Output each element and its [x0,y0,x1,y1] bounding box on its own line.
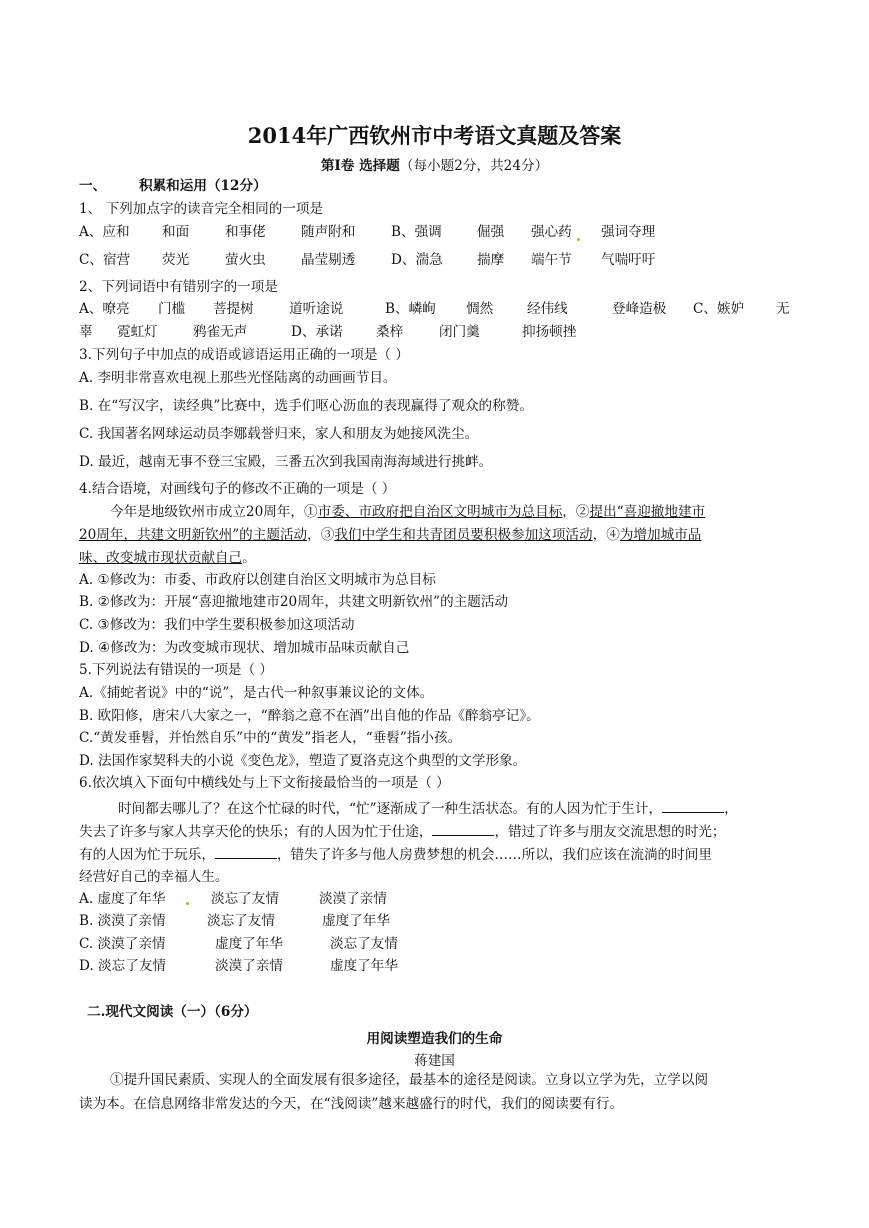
q6-stem: 6.依次填入下面句中横线处与上下文衔接最恰当的一项是（ ） [79,775,450,791]
q6-passage-line1 [118,800,738,817]
q2-word: 门槛 [158,301,186,317]
article-title: 用阅读塑造我们的生命 [366,1031,503,1047]
q2-stem: 2、下列词语中有错别字的一项是 [79,279,278,295]
q4-stem: 4.结合语境，对画线句子的修改不正确的一项是（ ） [79,481,396,497]
q2-option-d: D、承诺 [291,324,343,340]
q6-choice: 虚度了年华 [322,913,390,929]
q6-choice: 淡忘了友情 [330,936,398,952]
q2-word: 道听途说 [289,301,344,317]
q3-option-a: A. 李明非常喜欢电视上那些光怪陆离的动画画节目。 [79,370,397,386]
q3-stem: 3.下列句子中加点的成语或谚语运用正确的一项是（ ） [79,347,409,363]
q5-option-c: C.“黄发垂髫，并怡然自乐”中的“黄发”指老人，“垂髫”指小孩。 [79,730,462,746]
q6-text: 有的人因为忙于玩乐， [79,847,215,863]
section1-title: 积累和运用（12分） [139,178,267,194]
q1-word: 和面 [162,224,190,240]
q3-option-c: C. 我国著名网球运动员李娜载誉归来，家人和朋友为她接风洗尘。 [79,426,479,442]
part1-label: 第Ⅰ卷 选择题 [320,158,400,174]
q4-underlined-2: 20周年，共建文明新钦州”的主题活动 [79,527,308,543]
q6-text: ， [724,801,738,817]
q2-word: 惆然 [466,301,494,317]
q1-option-b: B、强调 [391,224,442,240]
q1-word: 强词夺理 [601,224,656,240]
q2-option-b: B、嶙峋 [385,301,436,317]
q4-underlined-4: 为增加城市品 [619,527,702,543]
q3-option-d: D. 最近，越南无事不登三宝殿，三番五次到我国南海海域进行挑衅。 [79,454,493,470]
q6-text: 失去了许多与家人共享天伦的快乐；有的人因为忙于仕途， [79,824,433,840]
q4-passage-line2 [79,527,701,543]
q6-passage-line2 [79,823,726,840]
q1-word: 和事佬 [225,224,266,240]
q2-option-a: A、嘹亮 [79,301,130,317]
q2-word: 辜 [79,324,93,340]
q6-text: ，错失了许多与他人房费梦想的机会……所以，我们应该在流淌的时间里 [276,847,712,863]
page-title: 2014年广西钦州市中考语文真题及答案 [247,123,622,148]
q3-option-b: B. 在“写汉字，读经典”比赛中，选手们呕心沥血的表现赢得了观众的称赞。 [79,398,533,414]
q5-stem: 5.下列说法有错误的一项是（ ） [79,662,274,678]
q5-option-b: B. 欧阳修，唐宋八大家之一，“醉翁之意不在酒”出自他的作品《醉翁亭记》。 [79,708,540,724]
q2-word: 菩提树 [213,301,254,317]
article-author: 蒋建国 [414,1053,455,1069]
q1-word: 倔强 [477,224,505,240]
q2-option-c: C、嫉妒 [693,301,745,317]
q1-option-d: D、湍急 [391,252,443,268]
q6-choice: 淡忘了友情 [207,913,275,929]
q6-passage-line3 [79,846,712,863]
fill-blank [215,846,277,859]
q1-option-a: A、应和 [79,224,130,240]
part1-heading [0,154,869,174]
q1-word: 气喘吁吁 [601,252,656,268]
q4-passage-line1 [110,504,705,520]
q4-option-a: A. ①修改为：市委、市政府以创建自治区文明城市为总目标 [79,572,436,588]
q2-word: 桑梓 [376,324,404,340]
part1-note: （每小题2分，共24分） [399,158,549,174]
q4-underlined-3: 我们中学生和共青团员要积极参加这项活动 [334,527,593,543]
section1-num: 一、 [79,178,107,194]
fill-blank [432,823,494,836]
q2-word: 闭门羹 [439,324,480,340]
q2-word: 霓虹灯 [117,324,158,340]
section1-heading [79,178,267,194]
q6-text: ，错过了许多与朋友交流思想的时光； [494,824,726,840]
q4-text: ，④ [592,527,620,543]
q6-choice: 淡漠了亲情 [319,891,387,907]
article-paragraph-line1: ①提升国民素质、实现人的全面发展有很多途径，最基本的途径是阅读。立身以立学为先，立学以阅 [110,1072,709,1088]
q4-text: ，③ [307,527,335,543]
q4-underlined-1: 市委、市政府把自治区文明城市为总目标 [317,504,563,520]
q1-word: 端午节 [531,252,572,268]
q4-text: ，② [562,504,590,520]
section2-heading: 二.现代文阅读（一）（6分） [87,1004,258,1020]
q1-stem: 1、 下列加点字的读音完全相同的一项是 [79,201,324,217]
q6-choice: C. 淡漠了亲情 [79,936,166,952]
q4-option-b: B. ②修改为：开展“喜迎撤地建市20周年，共建文明新钦州”的主题活动 [79,594,509,610]
q5-option-d: D. 法国作家契科夫的小说《变色龙》，塑造了夏洛克这个典型的文学形象。 [79,753,527,769]
q1-word: 揣摩 [477,252,505,268]
q1-word: 随声附和 [301,224,356,240]
q5-option-a: A.《捕蛇者说》中的“说”，是古代一种叙事兼议论的文体。 [79,685,434,701]
emphasis-dot [186,902,189,905]
q4-option-d: D. ④修改为：为改变城市现状、增加城市品味贡献自己 [79,640,410,656]
q4-underlined-4: 味、改变城市现状贡献自己 [79,550,243,566]
q6-choice: 虚度了年华 [330,958,398,974]
q2-word: 抑扬顿挫 [522,324,577,340]
q1-word: 强心药 [531,224,572,240]
fill-blank [662,800,724,813]
q1-word: 萤火虫 [225,252,266,268]
q2-word: 无 [776,301,790,317]
q1-word: 荧光 [162,252,190,268]
q1-option-c: C、宿营 [79,252,131,268]
q4-option-c: C. ③修改为：我们中学生要积极参加这项活动 [79,617,355,633]
q6-choice: D. 淡忘了友情 [79,958,167,974]
q6-text: 时间都去哪儿了？在这个忙碌的时代，“忙”逐渐成了一种生活状态。有的人因为忙于生计， [118,801,663,817]
q6-choice: B. 淡漠了亲情 [79,913,166,929]
q6-choice: 淡漠了亲情 [215,958,283,974]
q2-word: 经伟线 [527,301,568,317]
q6-passage-line4: 经营好自己的幸福人生。 [79,869,229,885]
q6-choice: 淡忘了友情 [211,891,279,907]
q2-word: 鸦雀无声 [193,324,248,340]
q4-text: 。 [242,550,256,566]
q4-underlined-2: 提出“喜迎撤地建市 [589,504,706,520]
q6-choice: 虚度了年华 [215,936,283,952]
emphasis-dot [577,238,580,241]
q2-word: 登峰造极 [612,301,667,317]
q1-word: 晶莹剔透 [301,252,356,268]
q6-choice: A. 虚度了年华 [79,891,166,907]
q4-passage-line3 [79,550,256,566]
q4-text: 今年是地级钦州市成立20周年，① [110,504,318,520]
article-paragraph-line2: 读为本。在信息网络非常发达的今天，在“浅阅读”越来越盛行的时代，我们的阅读要有行。 [79,1096,624,1112]
